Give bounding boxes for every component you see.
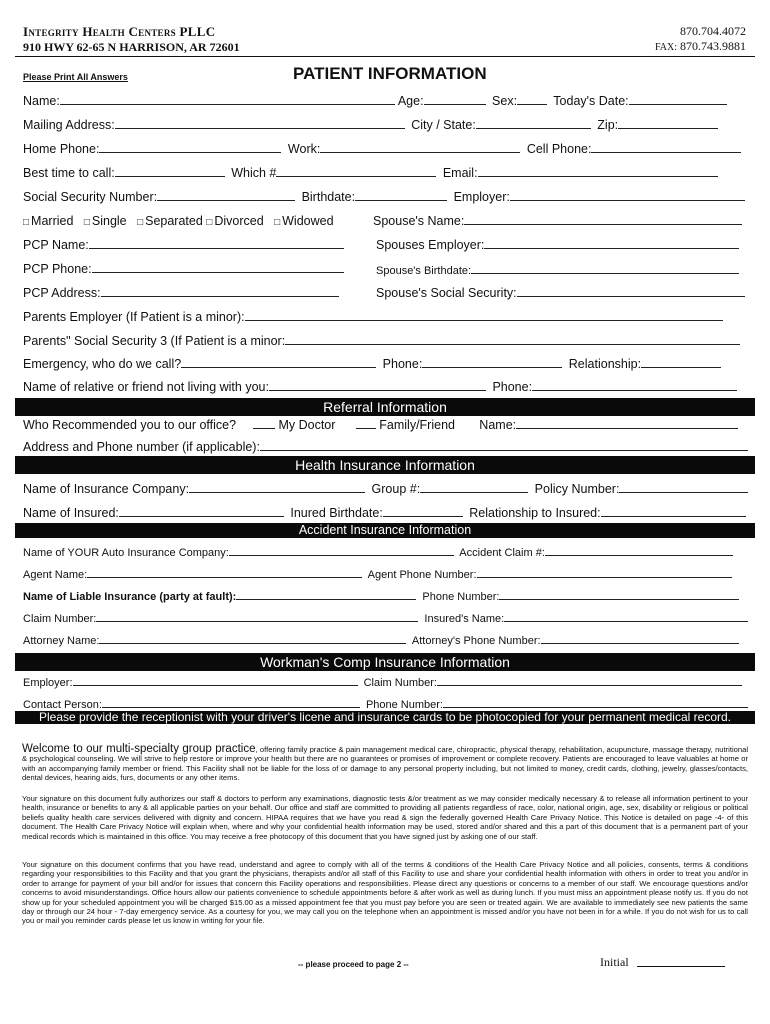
spouse-birthdate-field[interactable]	[471, 263, 739, 274]
spouses-employer-field[interactable]	[484, 238, 739, 249]
marital-status	[23, 214, 334, 228]
name-field[interactable]	[60, 94, 395, 105]
row-contact-person: Contact Person: Phone Number:	[23, 697, 748, 711]
marital-single[interactable]: □ Single	[83, 214, 127, 228]
row-spouses-employer: Spouses Employer:	[376, 238, 742, 252]
emergency-contact-field[interactable]	[181, 357, 376, 368]
org-phone: 870.704.4072	[680, 24, 746, 38]
todays-date-field[interactable]	[629, 94, 727, 105]
org-name: Integrity Health Centers PLLC	[23, 24, 216, 39]
row-attorney: Attorney Name: Attorney's Phone Number:	[23, 633, 748, 647]
row-emergency: Emergency, who do we call? Phone: Relationship:	[23, 357, 748, 371]
row-workmans-employer: Employer: Claim Number:	[23, 675, 748, 689]
row-ssn: Social Security Number: Birthdate: Employer:	[23, 190, 748, 204]
marital-widowed[interactable]: □ Widowed	[274, 214, 334, 228]
home-phone-field[interactable]	[99, 142, 281, 153]
form-title: PATIENT INFORMATION	[293, 64, 487, 83]
row-insured: Name of Insured: Inured Birthdate: Relationship to Insured:	[23, 506, 748, 520]
birthdate-field[interactable]	[355, 190, 447, 201]
attorney-name-field[interactable]	[99, 633, 406, 644]
row-parents-employer: Parents Employer (If Patient is a minor):	[23, 310, 748, 324]
workmans-employer-field[interactable]	[73, 675, 358, 686]
header-divider	[15, 56, 755, 57]
marital-separated[interactable]: □ Separated	[137, 214, 203, 228]
referral-my-doctor[interactable]: My Doctor	[253, 418, 335, 432]
insured-relationship-field[interactable]	[601, 506, 746, 517]
cell-phone-field[interactable]	[591, 142, 741, 153]
accident-claim-field[interactable]	[545, 545, 733, 556]
accident-heading: Accident Insurance Information	[15, 523, 755, 538]
emergency-relationship-field[interactable]	[641, 357, 721, 368]
fax-number: 870.743.9881	[680, 39, 746, 53]
print-note: Please Print All Answers	[23, 72, 128, 82]
agent-phone-field[interactable]	[477, 567, 732, 578]
insureds-name-field[interactable]	[504, 611, 748, 622]
work-phone-field[interactable]	[320, 142, 520, 153]
proceed-note: -- please proceed to page 2 --	[298, 960, 409, 969]
employer-field[interactable]	[510, 190, 745, 201]
pcp-address-field[interactable]	[101, 286, 339, 297]
row-name: Name: Age: Sex: Today's Date:	[23, 94, 748, 108]
policy-number-field[interactable]	[619, 482, 748, 493]
parents-ssn-field[interactable]	[285, 334, 740, 345]
row-best-time: Best time to call: Which # Email:	[23, 166, 748, 180]
referral-heading: Referral Information	[15, 398, 755, 416]
row-pcp-name: PCP Name:	[23, 238, 347, 252]
pcp-name-field[interactable]	[89, 238, 344, 249]
auto-insurance-field[interactable]	[229, 545, 454, 556]
row-liable: Name of Liable Insurance (party at fault): Phone Number:	[23, 589, 748, 603]
liable-phone-field[interactable]	[499, 589, 739, 600]
which-number-field[interactable]	[276, 166, 436, 177]
row-referral: Who Recommended you to our office? My Doctor Family/Friend Name:	[23, 418, 748, 432]
row-spouse-name: Spouse's Name:	[373, 214, 745, 228]
initial-label: Initial	[600, 955, 629, 969]
relative-name-field[interactable]	[269, 380, 486, 391]
zip-field[interactable]	[618, 118, 718, 129]
insurance-company-field[interactable]	[189, 482, 365, 493]
mailing-address-field[interactable]	[115, 118, 405, 129]
welcome-text: , offering family practice & pain management medical care, chiropractic, physical therapy, rehabilitation, acupuncture, massage therapy, nutritional & psychological counseling. We will strive to help restore or improve your health but there are no guarantees or promises of improvement or complete recovery. Patients are encouraged to leave valuables at home or with an accompanying family member or friend. This Facility shall not be liable for the loss of or damage to any personal property including, but not limited to money, credit cards, clothing, jewelry, glasses/contacts, dental devices, hearing aids, furs, documents or any other items.	[22, 745, 749, 783]
group-number-field[interactable]	[420, 482, 528, 493]
referral-name-field[interactable]	[516, 418, 738, 429]
row-claim: Claim Number: Insured's Name:	[23, 611, 748, 625]
row-spouse-ssn: Spouse's Social Security:	[376, 286, 748, 300]
notice-bar: Please provide the receptionist with your driver's licene and insurance cards to be photocopied for your permanent medical record.	[15, 711, 755, 724]
row-pcp-address: PCP Address:	[23, 286, 342, 300]
org-address: 910 HWY 62-65 N HARRISON, AR 72601	[23, 40, 240, 54]
relative-phone-field[interactable]	[532, 380, 737, 391]
row-agent: Agent Name: Agent Phone Number:	[23, 567, 748, 581]
parents-employer-field[interactable]	[245, 310, 723, 321]
workmans-comp-heading: Workman's Comp Insurance Information	[15, 653, 755, 671]
row-phones: Home Phone: Work: Cell Phone:	[23, 142, 748, 156]
row-pcp-phone: PCP Phone:	[23, 262, 347, 276]
marital-divorced[interactable]: □ Divorced	[206, 214, 264, 228]
fax-label: FAX:	[654, 42, 677, 53]
insured-birthdate-field[interactable]	[383, 506, 463, 517]
org-fax	[655, 39, 746, 54]
age-field[interactable]	[424, 94, 486, 105]
row-mailing: Mailing Address: City / State: Zip:	[23, 118, 748, 132]
workmans-claim-field[interactable]	[437, 675, 742, 686]
pcp-phone-field[interactable]	[92, 262, 344, 273]
claim-number-field[interactable]	[96, 611, 418, 622]
authorization-paragraph: Your signature on this document fully authorizes our staff & doctors to perform any examinations, diagnostic tests &/or treatment as we may consider medically necessary & to release all information pertinent to your health, insurance or benefits to any & all applicable parties on your behalf. Our office and staff are committed to providing all patients regardless of race, color, national origin, age, sex, disability or religious or political beliefs quality health care services delivered with dignity and concern. HIPAA requires that we have you read & sign the federally governed Health Care Privacy Notice. This Notice is detailed on page -4- of this document. The Health Care Privacy Notice will explain when, where and why your confidential health information may be used, stored and/or shared and this a part of this document that is a permanent part of your medical records which is maintained in this office. You may receive a free photocopy of this document that you have signed just by asking one of our staff.	[22, 794, 748, 841]
emergency-phone-field[interactable]	[422, 357, 562, 368]
attorney-phone-field[interactable]	[541, 633, 739, 644]
spouse-ssn-field[interactable]	[517, 286, 745, 297]
consent-paragraph: Your signature on this document confirms that you have read, understand and agree to comply with all of the terms & conditions of the Health Care Privacy Notice and all policies, consents, terms & conditions regarding your responsibilities to this Facility and that you grant the physicians, therapists and/or all staff of this Facility to use and share your confidential health information with others in order to treat you and/or in order to arrange for payment of your bill and/or for issues that concern this Facility operations and responsibilities. Please direct any questions or concerns to a member of our staff. We encourage questions and/or concerns to avoid misunderstandings. Office hours allow our patients convenience to schedule appointments before & after work as well as during lunch. If you must miss an appointment please notify us. If you do not show up for your scheduled appointment you will be charged $15.00 as a missed appointment fee that you must pay before you are seen or treated again. We are available to immediately see new patients the same day or through our 24 hour - 7-day emergency service. As a courtesy for you, we may call you on the telephone when an appointment is missed and/or you have not been in for a while. If you do not wish for us to call you or mail you reminder cards please let us know in writing for your file.	[22, 860, 748, 926]
row-spouse-birthdate: Spouse's Birthdate:	[376, 263, 742, 277]
marital-married[interactable]: □ Married	[23, 214, 74, 228]
best-time-field[interactable]	[115, 166, 225, 177]
agent-name-field[interactable]	[87, 567, 362, 578]
initial-field[interactable]	[637, 966, 725, 967]
referral-family-friend[interactable]: Family/Friend	[356, 418, 455, 432]
spouse-name-field[interactable]	[464, 214, 742, 225]
row-relative: Name of relative or friend not living with you: Phone:	[23, 380, 748, 394]
row-parents-ssn: Parents" Social Security 3 (If Patient is a minor:	[23, 334, 748, 348]
insured-name-field[interactable]	[119, 506, 284, 517]
sex-field[interactable]	[517, 94, 547, 105]
referral-address-field[interactable]	[260, 440, 748, 451]
ssn-field[interactable]	[157, 190, 295, 201]
row-referral-address: Address and Phone number (if applicable):	[23, 440, 748, 454]
welcome-paragraph	[22, 745, 748, 783]
contact-person-field[interactable]	[102, 697, 360, 708]
health-insurance-heading: Health Insurance Information	[15, 456, 755, 474]
email-field[interactable]	[478, 166, 718, 177]
row-auto-insurance: Name of YOUR Auto Insurance Company: Accident Claim #:	[23, 545, 748, 559]
contact-phone-field[interactable]	[443, 697, 748, 708]
liable-insurance-field[interactable]	[236, 589, 416, 600]
row-insurance-company: Name of Insurance Company: Group #: Policy Number:	[23, 482, 748, 496]
city-state-field[interactable]	[476, 118, 591, 129]
welcome-lead: Welcome to our multi-specialty group practice	[22, 743, 256, 755]
